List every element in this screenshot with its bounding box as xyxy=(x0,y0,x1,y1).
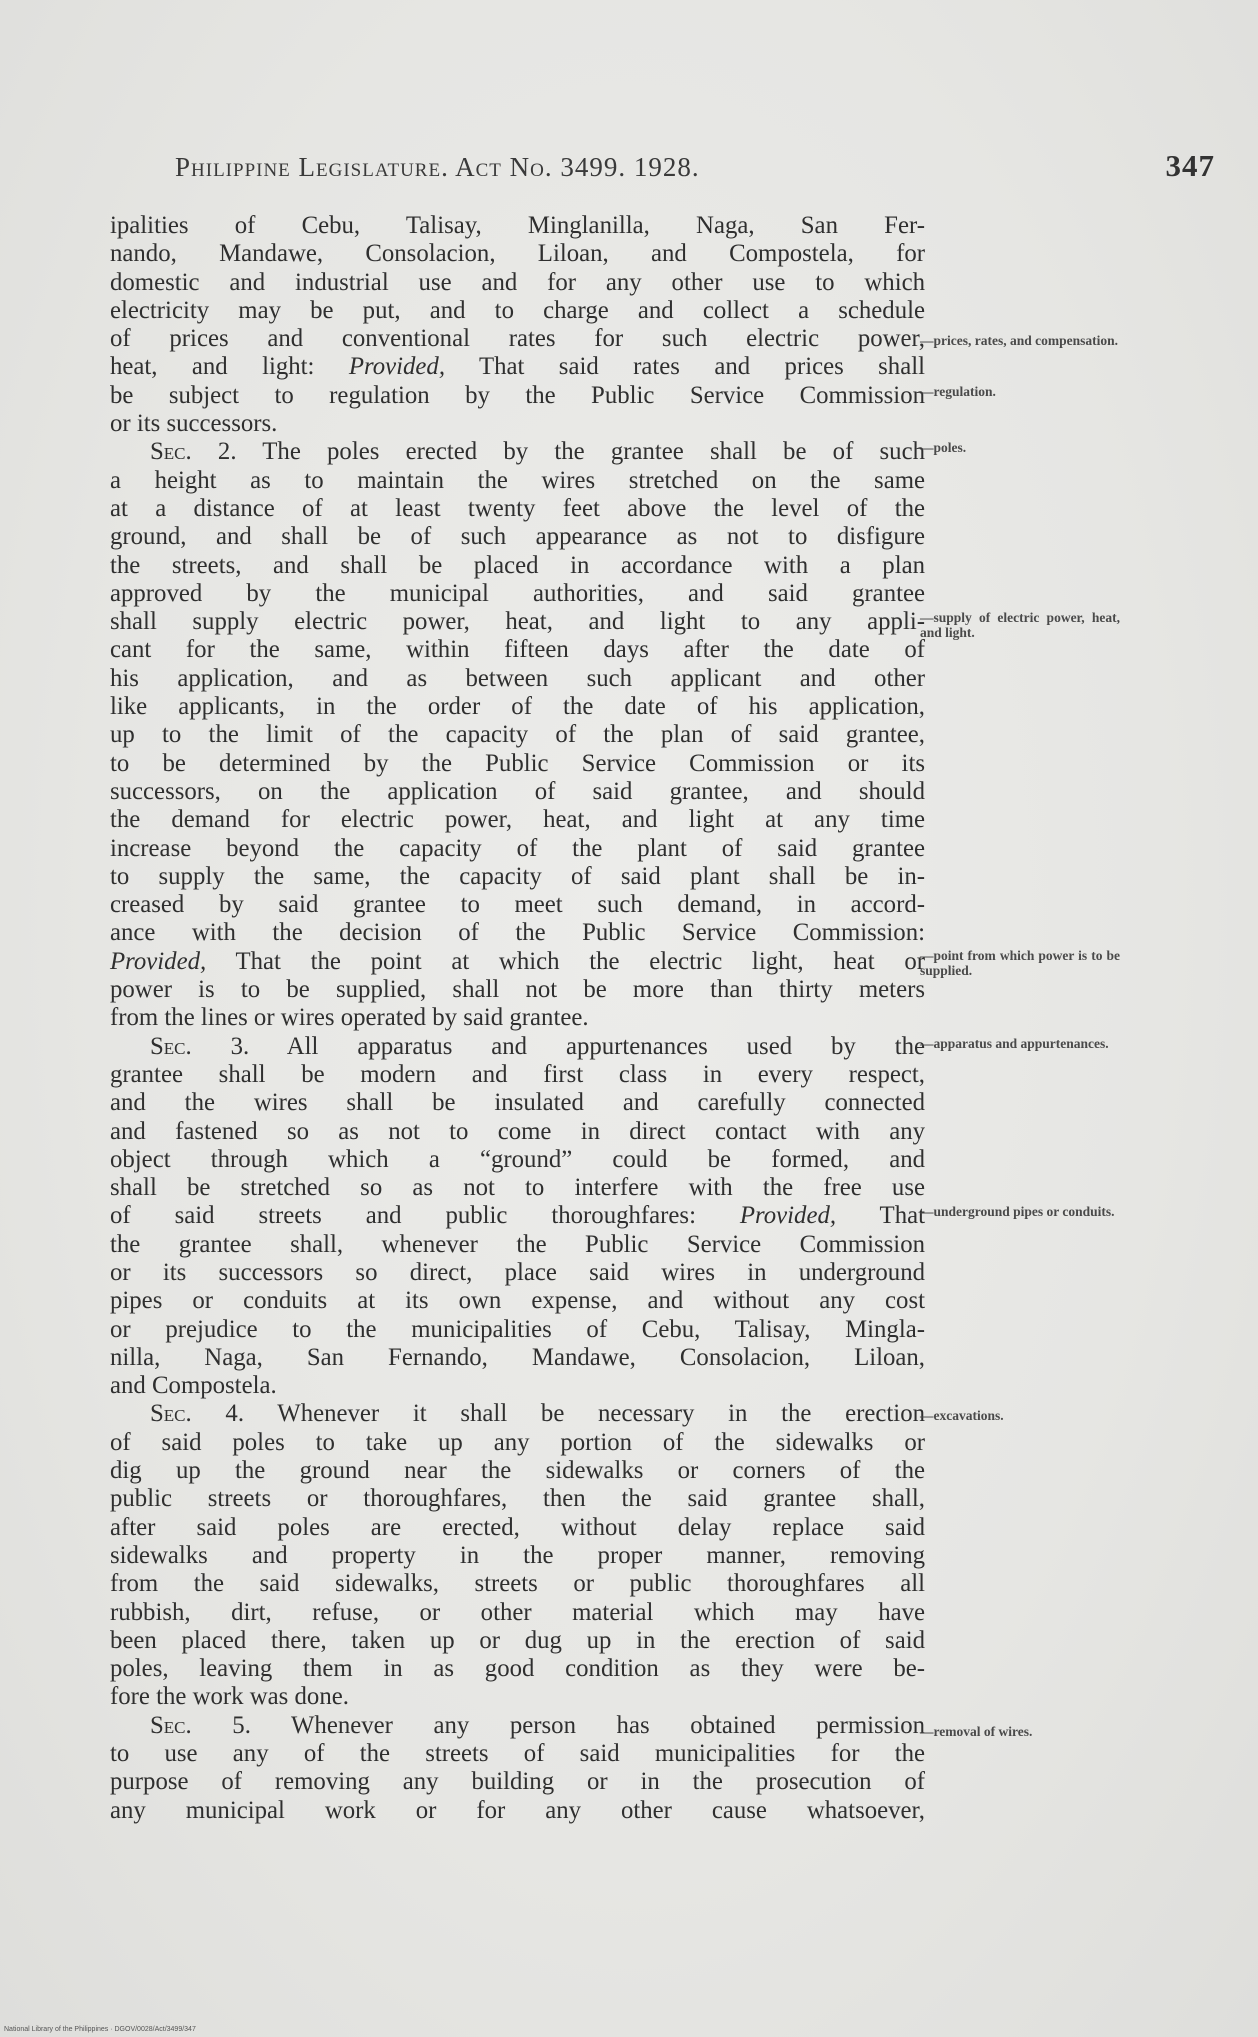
text-line: the streets, and shall be placed in accordance with a plan xyxy=(110,551,925,579)
running-head-title: Philippine Legislature. Act No. 3499. 1928. xyxy=(175,152,700,182)
text-line: domestic and industrial use and for any other use to which xyxy=(110,268,925,296)
margin-note-supply: —supply of electric power, heat, and light. xyxy=(920,610,1120,640)
text-line: shall supply electric power, heat, and light to any appli- xyxy=(110,608,925,636)
text-line: be subject to regulation by the Public Service Commission xyxy=(110,381,925,409)
margin-note-removal: —removal of wires. xyxy=(920,1724,1033,1739)
text-line: from the said sidewalks, streets or public thoroughfares all xyxy=(110,1570,925,1598)
text-line: or its successors. xyxy=(110,410,278,438)
text-line: nando, Mandawe, Consolacion, Liloan, and Compostela, for xyxy=(110,240,925,268)
text-line: creased by said grantee to meet such demand, in accord- xyxy=(110,891,925,919)
text-line: successors, on the application of said grantee, and should xyxy=(110,777,925,805)
text-line: increase beyond the capacity of the plant of said grantee xyxy=(110,834,925,862)
margin-note-point-of-supply: —point from which power is to be supplied. xyxy=(920,948,1120,978)
text-line: Sec. 5. Whenever any person has obtained permission xyxy=(150,1711,925,1739)
margin-note-poles: —poles. xyxy=(920,440,967,455)
text-line: Sec. 3. All apparatus and appurtenances used by the xyxy=(150,1032,925,1060)
text-line: pipes or conduits at its own expense, and without any cost xyxy=(110,1287,925,1315)
text-line: or its successors so direct, place said wires in underground xyxy=(110,1258,925,1286)
page-number: 347 xyxy=(1165,148,1215,183)
text-line: of said streets and public thoroughfares: Provided, That xyxy=(110,1202,925,1230)
text-line: electricity may be put, and to charge and collect a schedule xyxy=(110,296,925,324)
text-line: up to the limit of the capacity of the plan of said grantee, xyxy=(110,721,925,749)
text-line: the demand for electric power, heat, and light at any time xyxy=(110,806,925,834)
text-line: object through which a “ground” could be formed, and xyxy=(110,1145,925,1173)
text-line: after said poles are erected, without delay replace said xyxy=(110,1513,925,1541)
text-line: power is to be supplied, shall not be more than thirty meters xyxy=(110,976,925,1004)
text-line: dig up the ground near the sidewalks or corners of the xyxy=(110,1457,925,1485)
text-line: shall be stretched so as not to interfere with the free use xyxy=(110,1174,925,1202)
margin-note-underground: —underground pipes or conduits. xyxy=(920,1204,1115,1219)
text-line: fore the work was done. xyxy=(110,1683,349,1711)
text-line: ipalities of Cebu, Talisay, Minglanilla, Naga, San Fer- xyxy=(110,212,925,239)
margin-note-prices: —prices, rates, and compensation. xyxy=(920,333,1118,348)
scan-footer: National Library of the Philippines · DGOV/0028/Act/3499/347 xyxy=(4,2026,196,2033)
text-line: Sec. 2. The poles erected by the grantee shall be of such xyxy=(150,438,925,466)
text-line: his application, and as between such applicant and other xyxy=(110,664,925,692)
body-text xyxy=(110,212,925,1825)
text-line: to be determined by the Public Service Commission or its xyxy=(110,749,925,777)
text-line: or prejudice to the municipalities of Cebu, Talisay, Mingla- xyxy=(110,1315,925,1343)
text-line: approved by the municipal authorities, and said grantee xyxy=(110,579,925,607)
margin-note-apparatus: —apparatus and appurtenances. xyxy=(920,1036,1109,1051)
running-head xyxy=(175,148,1215,192)
text-line: a height as to maintain the wires stretched on the same xyxy=(110,466,925,494)
text-line: rubbish, dirt, refuse, or other material which may have xyxy=(110,1598,925,1626)
text-line: at a distance of at least twenty feet above the level of the xyxy=(110,494,925,522)
text-line: the grantee shall, whenever the Public Service Commission xyxy=(110,1230,925,1258)
text-line: ance with the decision of the Public Service Commission: xyxy=(110,919,925,947)
text-line: public streets or thoroughfares, then the said grantee shall, xyxy=(110,1485,925,1513)
text-line: from the lines or wires operated by said grantee. xyxy=(110,1004,589,1032)
margin-note-excavations: —excavations. xyxy=(920,1408,1004,1423)
text-line: and fastened so as not to come in direct contact with any xyxy=(110,1117,925,1145)
text-line: and Compostela. xyxy=(110,1372,277,1400)
text-line: Sec. 4. Whenever it shall be necessary in the erection xyxy=(150,1400,925,1428)
text-line: like applicants, in the order of the date of his application, xyxy=(110,693,925,721)
text-line: poles, leaving them in as good condition as they were be- xyxy=(110,1655,925,1683)
text-line: of said poles to take up any portion of the sidewalks or xyxy=(110,1428,925,1456)
text-line: Provided, That the point at which the electric light, heat or xyxy=(110,947,925,975)
text-line: to use any of the streets of said municipalities for the xyxy=(110,1740,925,1768)
text-line: cant for the same, within fifteen days after the date of xyxy=(110,636,925,664)
text-line: and the wires shall be insulated and carefully connected xyxy=(110,1089,925,1117)
text-line: heat, and light: Provided, That said rates and prices shall xyxy=(110,353,925,381)
text-line: purpose of removing any building or in the prosecution of xyxy=(110,1768,925,1796)
margin-note-regulation: —regulation. xyxy=(920,384,996,399)
text-line: any municipal work or for any other cause whatsoever, xyxy=(110,1796,925,1824)
text-line: sidewalks and property in the proper manner, removing xyxy=(110,1541,925,1569)
text-line: been placed there, taken up or dug up in the erection of said xyxy=(110,1626,925,1654)
text-line: grantee shall be modern and first class in every respect, xyxy=(110,1060,925,1088)
text-line: to supply the same, the capacity of said plant shall be in- xyxy=(110,862,925,890)
text-line: of prices and conventional rates for such electric power, xyxy=(110,325,925,353)
text-line: nilla, Naga, San Fernando, Mandawe, Consolacion, Liloan, xyxy=(110,1343,925,1371)
text-line: ground, and shall be of such appearance as not to disfigure xyxy=(110,523,925,551)
